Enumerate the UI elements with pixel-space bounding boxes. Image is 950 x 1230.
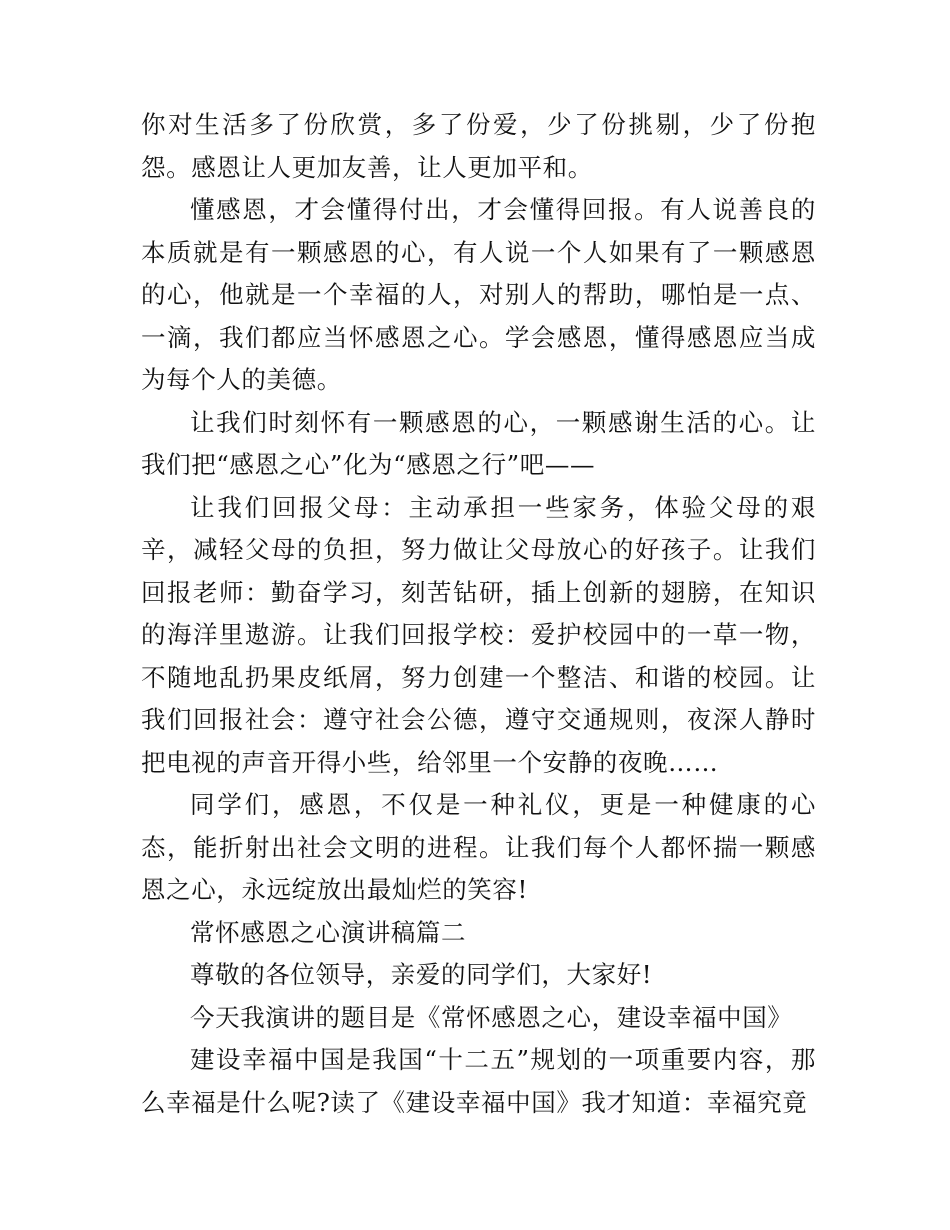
paragraph: 让我们时刻怀有一颗感恩的心，一颗感谢生活的心。让我们把“感恩之心”化为“感恩之行”吧—— bbox=[141, 407, 816, 479]
paragraph: 今天我演讲的题目是《常怀感恩之心，建设幸福中国》 bbox=[190, 1002, 793, 1032]
paragraph: 同学们，感恩，不仅是一种礼仪，更是一种健康的心态，能折射出社会文明的进程。让我们每个人都怀揣一颗感恩之心，永远绽放出最灿烂的笑容! bbox=[141, 790, 816, 904]
paragraph: 懂感恩，才会懂得付出，才会懂得回报。有人说善良的本质就是有一颗感恩的心，有人说一个人如果有了一颗感恩的心，他就是一个幸福的人，对别人的帮助，哪怕是一点、一滴，我们都应当怀感恩之心。学会感恩，懂得感恩应当成为每个人的美德。 bbox=[141, 195, 816, 394]
paragraph: 你对生活多了份欣赏，多了份爱，少了份挑剔，少了份抱怨。感恩让人更加友善，让人更加平和。 bbox=[141, 110, 816, 182]
paragraph: 尊敬的各位领导，亲爱的同学们，大家好! bbox=[190, 960, 653, 989]
paragraph: 让我们回报父母：主动承担一些家务，体验父母的艰辛，减轻父母的负担，努力做让父母放心的好孩子。让我们回报老师：勤奋学习，刻苦钻研，插上创新的翅膀，在知识的海洋里遨游。让我们回报学校：爱护校园中的一草一物，不随地乱扔果皮纸屑，努力创建一个整洁、和谐的校园。让我们回报社会：遵守社会公德，遵守交通规则，夜深人静时把电视的声音开得小些，给邻里一个安静的夜晚…… bbox=[141, 492, 816, 777]
document-body bbox=[141, 104, 816, 1124]
paragraph: 建设幸福中国是我国“十二五”规划的一项重要内容，那么幸福是什么呢?读了《建设幸福中国》我才知道：幸福究竟 bbox=[141, 1045, 816, 1117]
section-heading: 常怀感恩之心演讲稿篇二 bbox=[190, 917, 467, 947]
